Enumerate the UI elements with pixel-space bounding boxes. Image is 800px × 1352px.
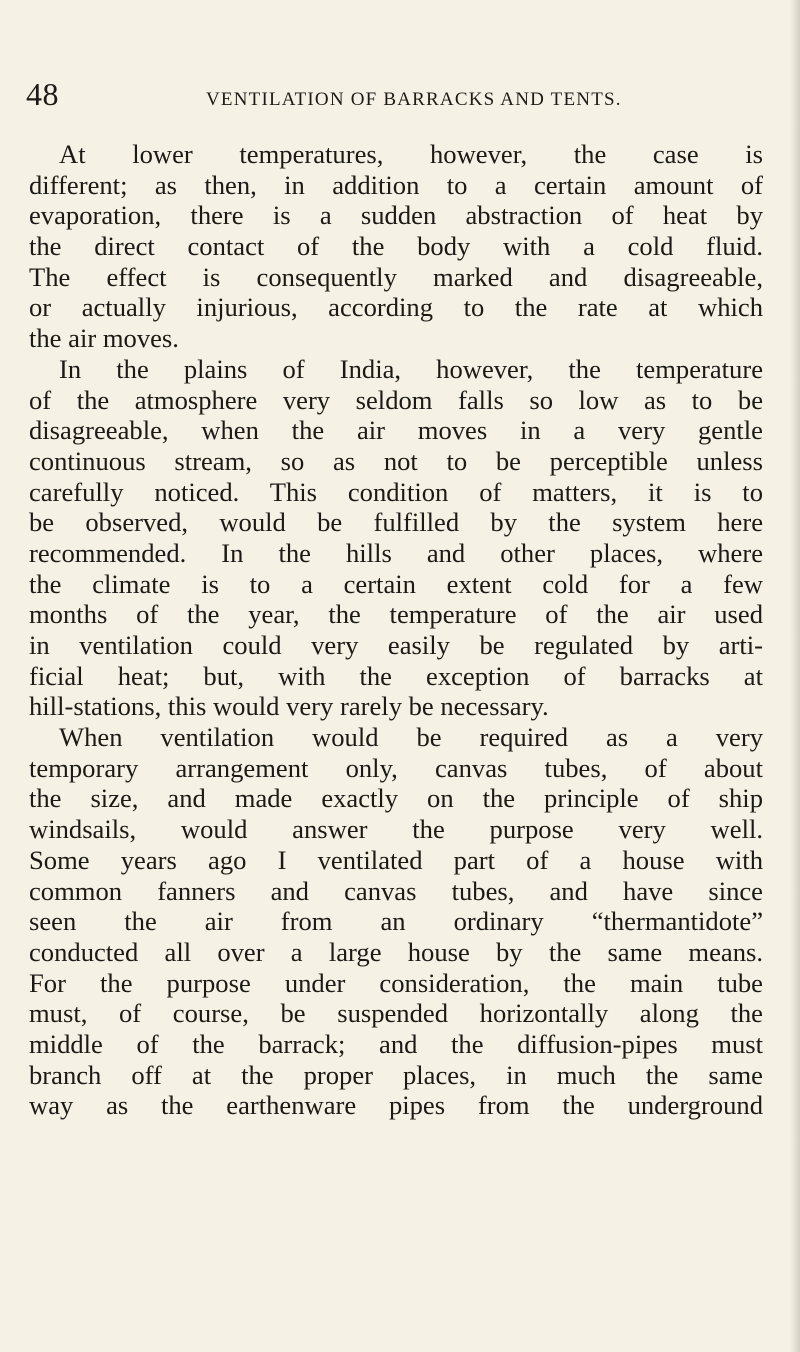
running-head <box>26 76 766 118</box>
text-line: the size, and made exactly on the principle of ship <box>29 783 763 814</box>
text-line: At lower temperatures, however, the case is <box>59 139 763 169</box>
text-line: continuous stream, so as not to be perceptible unless <box>29 445 763 476</box>
text-line: the direct contact of the body with a cold fluid. <box>29 231 763 262</box>
text-line: branch off at the proper places, in much the same <box>29 1059 763 1090</box>
text-line: the climate is to a certain extent cold for a few <box>29 568 763 599</box>
text-line: of the atmosphere very seldom falls so low as to be <box>29 384 763 415</box>
text-line: the air moves. <box>29 323 179 354</box>
text-line: The effect is consequently marked and disagreeable, <box>29 261 763 292</box>
body-text <box>29 139 763 1121</box>
text-line: be observed, would be fulfilled by the system here <box>29 507 763 538</box>
text-line: or actually injurious, according to the rate at which <box>29 292 763 323</box>
text-line: In the plains of India, however, the temperature <box>59 353 763 384</box>
text-line: When ventilation would be required as a very <box>59 722 763 753</box>
text-line: hill-stations, this would very rarely be necessary. <box>29 691 549 722</box>
text-line: months of the year, the temperature of the air used <box>29 599 763 630</box>
text-line: recommended. In the hills and other places, where <box>29 537 763 568</box>
page-edge-shadow <box>790 0 800 1352</box>
text-line: For the purpose under consideration, the main tube <box>29 967 763 998</box>
text-line: must, of course, be suspended horizontally along the <box>29 998 763 1029</box>
running-title: VENTILATION OF BARRACKS AND TENTS. <box>206 89 622 110</box>
text-line: seen the air from an ordinary “thermantidote” <box>29 906 763 937</box>
text-line: ficial heat; but, with the exception of barracks at <box>29 660 763 691</box>
page-number: 48 <box>26 76 59 112</box>
text-line: temporary arrangement only, canvas tubes, of about <box>29 752 763 783</box>
text-line: disagreeable, when the air moves in a very gentle <box>29 415 763 446</box>
text-line: conducted all over a large house by the same means. <box>29 936 763 967</box>
text-line: different; as then, in addition to a certain amount of <box>29 169 763 200</box>
text-line: middle of the barrack; and the diffusion-pipes must <box>29 1028 763 1059</box>
text-line: way as the earthenware pipes from the underground <box>29 1090 763 1121</box>
text-line: Some years ago I ventilated part of a house with <box>29 844 763 875</box>
text-line: in ventilation could very easily be regulated by arti- <box>29 630 763 660</box>
text-line: common fanners and canvas tubes, and have since <box>29 875 763 906</box>
text-line: carefully noticed. This condition of matters, it is to <box>29 476 763 507</box>
text-line: windsails, would answer the purpose very well. <box>29 814 763 845</box>
text-line: evaporation, there is a sudden abstraction of heat by <box>29 200 763 231</box>
